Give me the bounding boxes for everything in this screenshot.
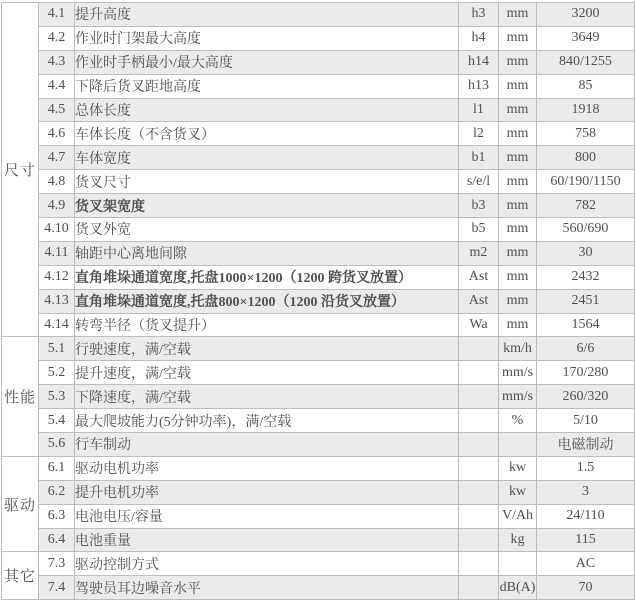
row-number-cell: 4.8 bbox=[39, 170, 75, 194]
unit-cell: mm bbox=[499, 26, 537, 50]
value-cell: 6/6 bbox=[537, 337, 635, 361]
unit-cell: mm bbox=[499, 289, 537, 313]
value-cell: 2432 bbox=[537, 265, 635, 289]
symbol-cell bbox=[459, 433, 499, 457]
table-row bbox=[2, 361, 635, 385]
unit-cell: kw bbox=[499, 456, 537, 480]
row-number-cell: 5.4 bbox=[39, 409, 75, 433]
description-cell: 驱动控制方式 bbox=[75, 552, 459, 576]
table-row bbox=[2, 576, 635, 600]
table-row bbox=[2, 3, 635, 27]
value-cell: 24/110 bbox=[537, 504, 635, 528]
unit-cell: mm bbox=[499, 98, 537, 122]
description-cell: 提升高度 bbox=[75, 3, 459, 27]
value-cell: 3200 bbox=[537, 3, 635, 27]
row-number-cell: 7.3 bbox=[39, 552, 75, 576]
unit-cell: % bbox=[499, 409, 537, 433]
value-cell: 800 bbox=[537, 146, 635, 170]
row-number-cell: 6.2 bbox=[39, 480, 75, 504]
unit-cell bbox=[499, 552, 537, 576]
row-number-cell: 4.3 bbox=[39, 50, 75, 74]
symbol-cell bbox=[459, 504, 499, 528]
value-cell: 5/10 bbox=[537, 409, 635, 433]
symbol-cell: h4 bbox=[459, 26, 499, 50]
table-row bbox=[2, 265, 635, 289]
description-cell: 货叉架宽度 bbox=[75, 194, 459, 218]
row-number-cell: 4.4 bbox=[39, 74, 75, 98]
description-cell: 下降后货叉距地高度 bbox=[75, 74, 459, 98]
symbol-cell: m2 bbox=[459, 241, 499, 265]
row-number-cell: 4.2 bbox=[39, 26, 75, 50]
unit-cell: V/Ah bbox=[499, 504, 537, 528]
unit-cell: mm bbox=[499, 313, 537, 337]
row-number-cell: 5.1 bbox=[39, 337, 75, 361]
value-cell: 115 bbox=[537, 528, 635, 552]
table-row bbox=[2, 385, 635, 409]
description-cell: 驱动电机功率 bbox=[75, 456, 459, 480]
description-cell: 直角堆垛通道宽度,托盘800×1200（1200 沿货叉放置） bbox=[75, 289, 459, 313]
table-row bbox=[2, 218, 635, 242]
unit-cell: mm bbox=[499, 194, 537, 218]
table-row bbox=[2, 241, 635, 265]
row-number-cell: 4.14 bbox=[39, 313, 75, 337]
description-cell: 驾驶员耳边噪音水平 bbox=[75, 576, 459, 600]
description-cell: 车体宽度 bbox=[75, 146, 459, 170]
description-cell: 作业时门架最大高度 bbox=[75, 26, 459, 50]
unit-cell: dB(A) bbox=[499, 576, 537, 600]
symbol-cell: b3 bbox=[459, 194, 499, 218]
symbol-cell bbox=[459, 528, 499, 552]
symbol-cell: Ast bbox=[459, 265, 499, 289]
symbol-cell: h13 bbox=[459, 74, 499, 98]
description-cell: 轴距中心离地间隙 bbox=[75, 241, 459, 265]
description-cell: 下降速度，满/空载 bbox=[75, 385, 459, 409]
description-cell: 作业时手柄最小/最大高度 bbox=[75, 50, 459, 74]
symbol-cell bbox=[459, 576, 499, 600]
description-cell: 货叉外宽 bbox=[75, 218, 459, 242]
value-cell: 1918 bbox=[537, 98, 635, 122]
symbol-cell bbox=[459, 480, 499, 504]
row-number-cell: 6.3 bbox=[39, 504, 75, 528]
unit-cell: mm/s bbox=[499, 361, 537, 385]
row-number-cell: 4.10 bbox=[39, 218, 75, 242]
unit-cell: mm bbox=[499, 218, 537, 242]
unit-cell: mm bbox=[499, 265, 537, 289]
value-cell: 2451 bbox=[537, 289, 635, 313]
symbol-cell: b1 bbox=[459, 146, 499, 170]
symbol-cell: h3 bbox=[459, 3, 499, 27]
category-cell: 性能 bbox=[2, 337, 39, 456]
table-row bbox=[2, 409, 635, 433]
value-cell: 560/690 bbox=[537, 218, 635, 242]
row-number-cell: 6.1 bbox=[39, 456, 75, 480]
table-row bbox=[2, 122, 635, 146]
row-number-cell: 4.1 bbox=[39, 3, 75, 27]
value-cell: 840/1255 bbox=[537, 50, 635, 74]
row-number-cell: 7.4 bbox=[39, 576, 75, 600]
value-cell: 1.5 bbox=[537, 456, 635, 480]
category-cell: 驱动 bbox=[2, 456, 39, 552]
value-cell: 70 bbox=[537, 576, 635, 600]
description-cell: 行驶速度，满/空载 bbox=[75, 337, 459, 361]
table-row bbox=[2, 98, 635, 122]
symbol-cell: h14 bbox=[459, 50, 499, 74]
value-cell: AC bbox=[537, 552, 635, 576]
unit-cell: kg bbox=[499, 528, 537, 552]
value-cell: 260/320 bbox=[537, 385, 635, 409]
symbol-cell: l2 bbox=[459, 122, 499, 146]
table-row bbox=[2, 26, 635, 50]
symbol-cell bbox=[459, 456, 499, 480]
table-row bbox=[2, 170, 635, 194]
table-row bbox=[2, 146, 635, 170]
table-row bbox=[2, 480, 635, 504]
table-row bbox=[2, 289, 635, 313]
unit-cell: mm/s bbox=[499, 385, 537, 409]
unit-cell: mm bbox=[499, 3, 537, 27]
value-cell: 170/280 bbox=[537, 361, 635, 385]
row-number-cell: 4.5 bbox=[39, 98, 75, 122]
table-row bbox=[2, 528, 635, 552]
row-number-cell: 4.12 bbox=[39, 265, 75, 289]
description-cell: 转弯半径（货叉提升） bbox=[75, 313, 459, 337]
description-cell: 最大爬坡能力(5分钟功率)，满/空载 bbox=[75, 409, 459, 433]
unit-cell bbox=[499, 433, 537, 457]
row-number-cell: 5.2 bbox=[39, 361, 75, 385]
value-cell: 1564 bbox=[537, 313, 635, 337]
unit-cell: mm bbox=[499, 50, 537, 74]
row-number-cell: 4.7 bbox=[39, 146, 75, 170]
symbol-cell: b5 bbox=[459, 218, 499, 242]
symbol-cell bbox=[459, 385, 499, 409]
category-cell: 其它 bbox=[2, 552, 39, 600]
spec-table bbox=[1, 2, 635, 600]
symbol-cell: Wa bbox=[459, 313, 499, 337]
row-number-cell: 5.6 bbox=[39, 433, 75, 457]
value-cell: 3649 bbox=[537, 26, 635, 50]
value-cell: 60/190/1150 bbox=[537, 170, 635, 194]
description-cell: 货叉尺寸 bbox=[75, 170, 459, 194]
row-number-cell: 5.3 bbox=[39, 385, 75, 409]
value-cell: 85 bbox=[537, 74, 635, 98]
symbol-cell bbox=[459, 337, 499, 361]
description-cell: 直角堆垛通道宽度,托盘1000×1200（1200 跨货叉放置） bbox=[75, 265, 459, 289]
symbol-cell bbox=[459, 361, 499, 385]
table-row bbox=[2, 552, 635, 576]
category-cell: 尺寸 bbox=[2, 3, 39, 337]
symbol-cell bbox=[459, 552, 499, 576]
unit-cell: mm bbox=[499, 170, 537, 194]
row-number-cell: 4.6 bbox=[39, 122, 75, 146]
unit-cell: kw bbox=[499, 480, 537, 504]
row-number-cell: 4.9 bbox=[39, 194, 75, 218]
unit-cell: mm bbox=[499, 122, 537, 146]
spec-table-body bbox=[2, 3, 635, 600]
value-cell: 758 bbox=[537, 122, 635, 146]
unit-cell: km/h bbox=[499, 337, 537, 361]
description-cell: 总体长度 bbox=[75, 98, 459, 122]
symbol-cell: s/e/l bbox=[459, 170, 499, 194]
unit-cell: mm bbox=[499, 74, 537, 98]
table-row bbox=[2, 504, 635, 528]
table-row bbox=[2, 433, 635, 457]
table-row bbox=[2, 337, 635, 361]
table-row bbox=[2, 74, 635, 98]
row-number-cell: 4.13 bbox=[39, 289, 75, 313]
description-cell: 行车制动 bbox=[75, 433, 459, 457]
table-row bbox=[2, 194, 635, 218]
unit-cell: mm bbox=[499, 241, 537, 265]
description-cell: 电池重量 bbox=[75, 528, 459, 552]
symbol-cell bbox=[459, 409, 499, 433]
row-number-cell: 4.11 bbox=[39, 241, 75, 265]
description-cell: 车体长度（不含货叉） bbox=[75, 122, 459, 146]
description-cell: 提升速度，满/空载 bbox=[75, 361, 459, 385]
table-row bbox=[2, 313, 635, 337]
value-cell: 3 bbox=[537, 480, 635, 504]
description-cell: 电池电压/容量 bbox=[75, 504, 459, 528]
row-number-cell: 6.4 bbox=[39, 528, 75, 552]
unit-cell: mm bbox=[499, 146, 537, 170]
symbol-cell: l1 bbox=[459, 98, 499, 122]
symbol-cell: Ast bbox=[459, 289, 499, 313]
value-cell: 30 bbox=[537, 241, 635, 265]
table-row bbox=[2, 50, 635, 74]
description-cell: 提升电机功率 bbox=[75, 480, 459, 504]
table-row bbox=[2, 456, 635, 480]
value-cell: 电磁制动 bbox=[537, 433, 635, 457]
value-cell: 782 bbox=[537, 194, 635, 218]
